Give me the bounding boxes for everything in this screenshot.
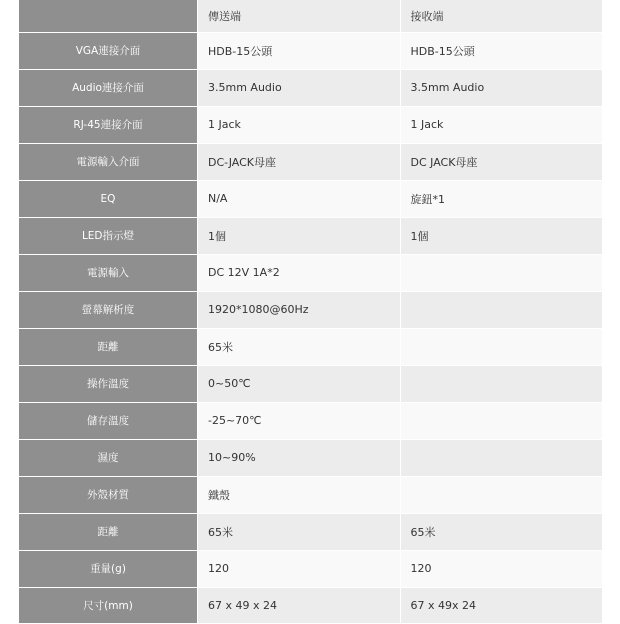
- receiver-value: 120: [400, 550, 602, 587]
- spec-row: [19, 439, 602, 476]
- spec-row: [19, 217, 602, 254]
- transmitter-value: 1 Jack: [198, 106, 400, 143]
- transmitter-value: 3.5mm Audio: [198, 69, 400, 106]
- spec-row: [19, 180, 602, 217]
- spec-label: 操作溫度: [19, 365, 197, 402]
- receiver-value: [400, 402, 602, 439]
- receiver-value: DC JACK母座: [400, 143, 602, 180]
- receiver-value: 1個: [400, 217, 602, 254]
- spec-label: 電源輸入: [19, 254, 197, 291]
- spec-row: [19, 402, 602, 439]
- spec-row: [19, 254, 602, 291]
- transmitter-value: DC 12V 1A*2: [198, 254, 400, 291]
- transmitter-value: 65米: [198, 328, 400, 365]
- receiver-value: 旋鈕*1: [400, 180, 602, 217]
- spec-label: 外殼材質: [19, 476, 197, 513]
- transmitter-value: 65米: [198, 513, 400, 550]
- spec-label: 電源輸入介面: [19, 143, 197, 180]
- transmitter-value: 0~50℃: [198, 365, 400, 402]
- transmitter-value: 120: [198, 550, 400, 587]
- transmitter-value: 1920*1080@60Hz: [198, 291, 400, 328]
- receiver-value: [400, 254, 602, 291]
- transmitter-value: 10~90%: [198, 439, 400, 476]
- transmitter-value: DC-JACK母座: [198, 143, 400, 180]
- spec-label: RJ-45連接介面: [19, 106, 197, 143]
- spec-row: [19, 106, 602, 143]
- receiver-value: 65米: [400, 513, 602, 550]
- receiver-value: 3.5mm Audio: [400, 69, 602, 106]
- receiver-value: [400, 365, 602, 402]
- spec-label: 濕度: [19, 439, 197, 476]
- spec-label: VGA連接介面: [19, 32, 197, 69]
- receiver-value: 1 Jack: [400, 106, 602, 143]
- spec-row: [19, 476, 602, 513]
- transmitter-value: N/A: [198, 180, 400, 217]
- spec-table: [19, 0, 602, 624]
- receiver-value: [400, 439, 602, 476]
- spec-label: 螢幕解析度: [19, 291, 197, 328]
- header-label-cell: [19, 0, 197, 32]
- transmitter-value: 1個: [198, 217, 400, 254]
- spec-label: LED指示燈: [19, 217, 197, 254]
- spec-row: [19, 587, 602, 623]
- transmitter-value: 67 x 49 x 24: [198, 587, 400, 623]
- transmitter-value: -25~70℃: [198, 402, 400, 439]
- spec-row: [19, 143, 602, 180]
- spec-label: 重量(g): [19, 550, 197, 587]
- receiver-header: 接收端: [400, 0, 602, 32]
- spec-row: [19, 32, 602, 69]
- spec-table-body: [19, 0, 602, 623]
- spec-label: 尺寸(mm): [19, 587, 197, 623]
- receiver-value: [400, 291, 602, 328]
- spec-label: 儲存溫度: [19, 402, 197, 439]
- transmitter-value: HDB-15公頭: [198, 32, 400, 69]
- spec-label: 距離: [19, 328, 197, 365]
- header-row: [19, 0, 602, 32]
- spec-row: [19, 550, 602, 587]
- receiver-value: 67 x 49x 24: [400, 587, 602, 623]
- receiver-value: [400, 328, 602, 365]
- spec-row: [19, 291, 602, 328]
- spec-row: [19, 328, 602, 365]
- spec-row: [19, 365, 602, 402]
- spec-row: [19, 69, 602, 106]
- spec-label: 距離: [19, 513, 197, 550]
- transmitter-header: 傳送端: [198, 0, 400, 32]
- spec-label: EQ: [19, 180, 197, 217]
- spec-row: [19, 513, 602, 550]
- spec-label: Audio連接介面: [19, 69, 197, 106]
- transmitter-value: 鐵殼: [198, 476, 400, 513]
- receiver-value: HDB-15公頭: [400, 32, 602, 69]
- receiver-value: [400, 476, 602, 513]
